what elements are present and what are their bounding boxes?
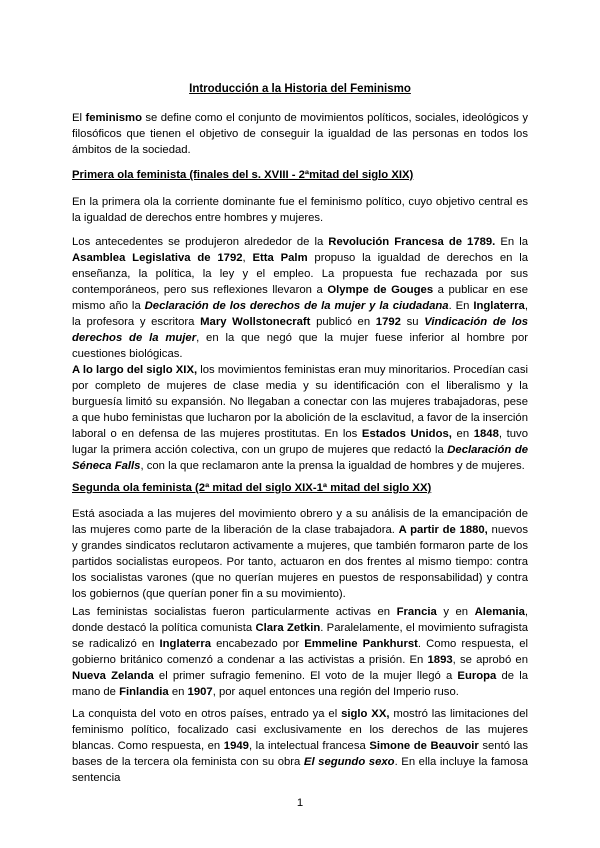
intro-paragraph: El feminismo se define como el conjunto de movimientos políticos, sociales, ideológicos y filosóficos que tienen el objetivo de conseguir la igualdad de las personas en todos los ámbitos de la sociedad. bbox=[72, 112, 529, 156]
second-wave-paragraph-1: Está asociada a las mujeres del movimiento obrero y a su análisis de la emancipación de las mujeres como parte de la liberación de la clase trabajadora. A partir de 1880, nuevos y grandes sindicatos reclutaron activamente a mujeres, que también formaron parte de los partidos socialistas europeos. Por tanto, actuaron en dos frentes al mismo tiempo: contra los socialistas varones (que no querían mujeres en puestos de responsabilidad) y contra los gobiernos (que querían poner fin a su movimiento). bbox=[72, 508, 528, 600]
first-wave-paragraph-2: Los antecedentes se produjeron alrededor de la Revolución Francesa de 1789. En la Asamblea Legislativa de 1792, Etta Palm propuso la igualdad de derechos en la enseñanza, la política, la ley y el empleo. La propuesta fue rechazada por sus contemporáneos, pero sus reflexiones llevaron a Olympe de Gouges a publicar en ese mismo año la Declaración de los derechos de la mujer y la ciudadana. En Inglaterra, la profesora y escritora Mary Wollstonecraft publicó en 1792 su Vindicación de los derechos de la mujer, en la que negó que la mujer fuese inferior al hombre por cuestiones biológicas. bbox=[72, 236, 529, 360]
section-heading-first-wave: Primera ola feminista (finales del s. XVIII - 2ªmitad del siglo XIX) bbox=[72, 169, 414, 181]
second-wave-paragraph-2: Las feministas socialistas fueron particularmente activas en Francia y en Alemania, donde destacó la política comunista Clara Zetkin. Paralelamente, el movimiento sufragista se radicalizó en Inglaterra encabezado por Emmeline Pankhurst. Como respuesta, el gobierno británico comenzó a condenar a las activistas a prisión. En 1893, se aprobó en Nueva Zelanda el primer sufragio femenino. El voto de la mujer llegó a Europa de la mano de Finlandia en 1907, por aquel entonces una región del Imperio ruso. bbox=[72, 606, 529, 698]
first-wave-paragraph-3: A lo largo del siglo XIX, los movimientos feministas eran muy minoritarios. Procedían casi por completo de mujeres de clase media y su identificación con el liberalismo y la burguesía limitó su expansión. No llegaban a conectar con las mujeres trabajadoras, pese a que hubo feministas que lucharon por la abolición de la esclavitud, a favor de la inserción laboral o en defensa de las mujeres prostitutas. En los Estados Unidos, en 1848, tuvo lugar la primera acción colectiva, con un grupo de mujeres que redactó la Declaración de Séneca Falls, con la que reclamaron ante la prensa la igualdad de hombres y de mujeres. bbox=[72, 364, 529, 472]
second-wave-paragraph-3: La conquista del voto en otros países, entrado ya el siglo XX, mostró las limitaciones del feminismo político, focalizado casi exclusivamente en los derechos de las mujeres blancas. Como respuesta, en 1949, la intelectual francesa Simone de Beauvoir sentó las bases de la tercera ola feminista con su obra El segundo sexo. En ella incluye la famosa sentencia bbox=[72, 708, 529, 784]
section-heading-second-wave: Segunda ola feminista (2ª mitad del siglo XIX-1ª mitad del siglo XX) bbox=[72, 482, 432, 494]
page-number: 1 bbox=[296, 797, 304, 809]
document-title: Introducción a la Historia del Feminismo bbox=[189, 83, 411, 95]
first-wave-paragraph-1: En la primera ola la corriente dominante fue el feminismo político, cuyo objetivo central es la igualdad de derechos entre hombres y mujeres. bbox=[72, 196, 528, 224]
